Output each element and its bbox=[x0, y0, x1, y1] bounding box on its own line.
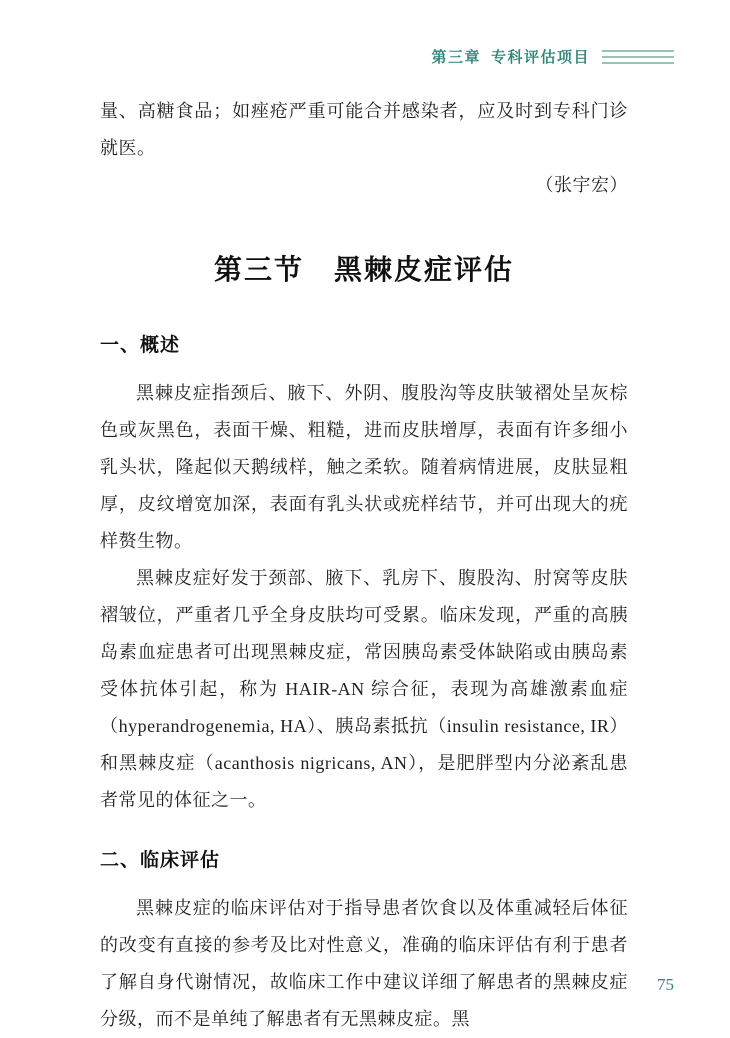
overview-paragraph-1: 黑棘皮症指颈后、腋下、外阴、腹股沟等皮肤皱褶处呈灰棕色或灰黑色，表面干燥、粗糙，进而皮肤增厚，表面有许多细小乳头状，隆起似天鹅绒样，触之柔软。随着病情进展，皮肤显粗厚，皮纹增宽加深，表面有乳头状或疣样结节，并可出现大的疣样赘生物。 bbox=[100, 383, 628, 551]
subsection-heading-overview: 一、概述 bbox=[100, 335, 181, 356]
running-head bbox=[100, 46, 674, 67]
running-head-title: 专科评估项目 bbox=[490, 49, 590, 66]
header-decoration-lines bbox=[602, 50, 674, 64]
overview-paragraph-2: 黑棘皮症好发于颈部、腋下、乳房下、腹股沟、肘窝等皮肤褶皱位，严重者几乎全身皮肤均可受累。临床发现，严重的高胰岛素血症患者可出现黑棘皮症，常因胰岛素受体缺陷或由胰岛素受体抗体引起，称为 HAIR-AN 综合征，表现为高雄激素血症（hyperandrogenemia, HA）、胰岛素抵抗（insulin resistance, IR）和黑棘皮症（acanthosis nigricans, AN），是肥胖型内分泌紊乱患者常见的体征之一。 bbox=[100, 568, 628, 810]
section-title: 第三节 黑棘皮症评估 bbox=[213, 254, 514, 285]
running-head-text bbox=[431, 46, 590, 67]
subsection-heading-clinical: 二、临床评估 bbox=[100, 850, 221, 871]
running-head-chapter: 第三章 bbox=[431, 49, 481, 66]
author-credit: （张宇宏） bbox=[535, 175, 628, 195]
clinical-paragraph-1: 黑棘皮症的临床评估对于指导患者饮食以及体重减轻后体征的改变有直接的参考及比对性意义，准确的临床评估有利于患者了解自身代谢情况，故临床工作中建议详细了解患者的黑棘皮症分级，而不是单纯了解患者有无黑棘皮症。黑 bbox=[100, 898, 628, 1029]
continuation-paragraph: 量、高糖食品；如痤疮严重可能合并感染者，应及时到专科门诊就医。 bbox=[100, 101, 628, 158]
page-number: 75 bbox=[657, 975, 674, 994]
